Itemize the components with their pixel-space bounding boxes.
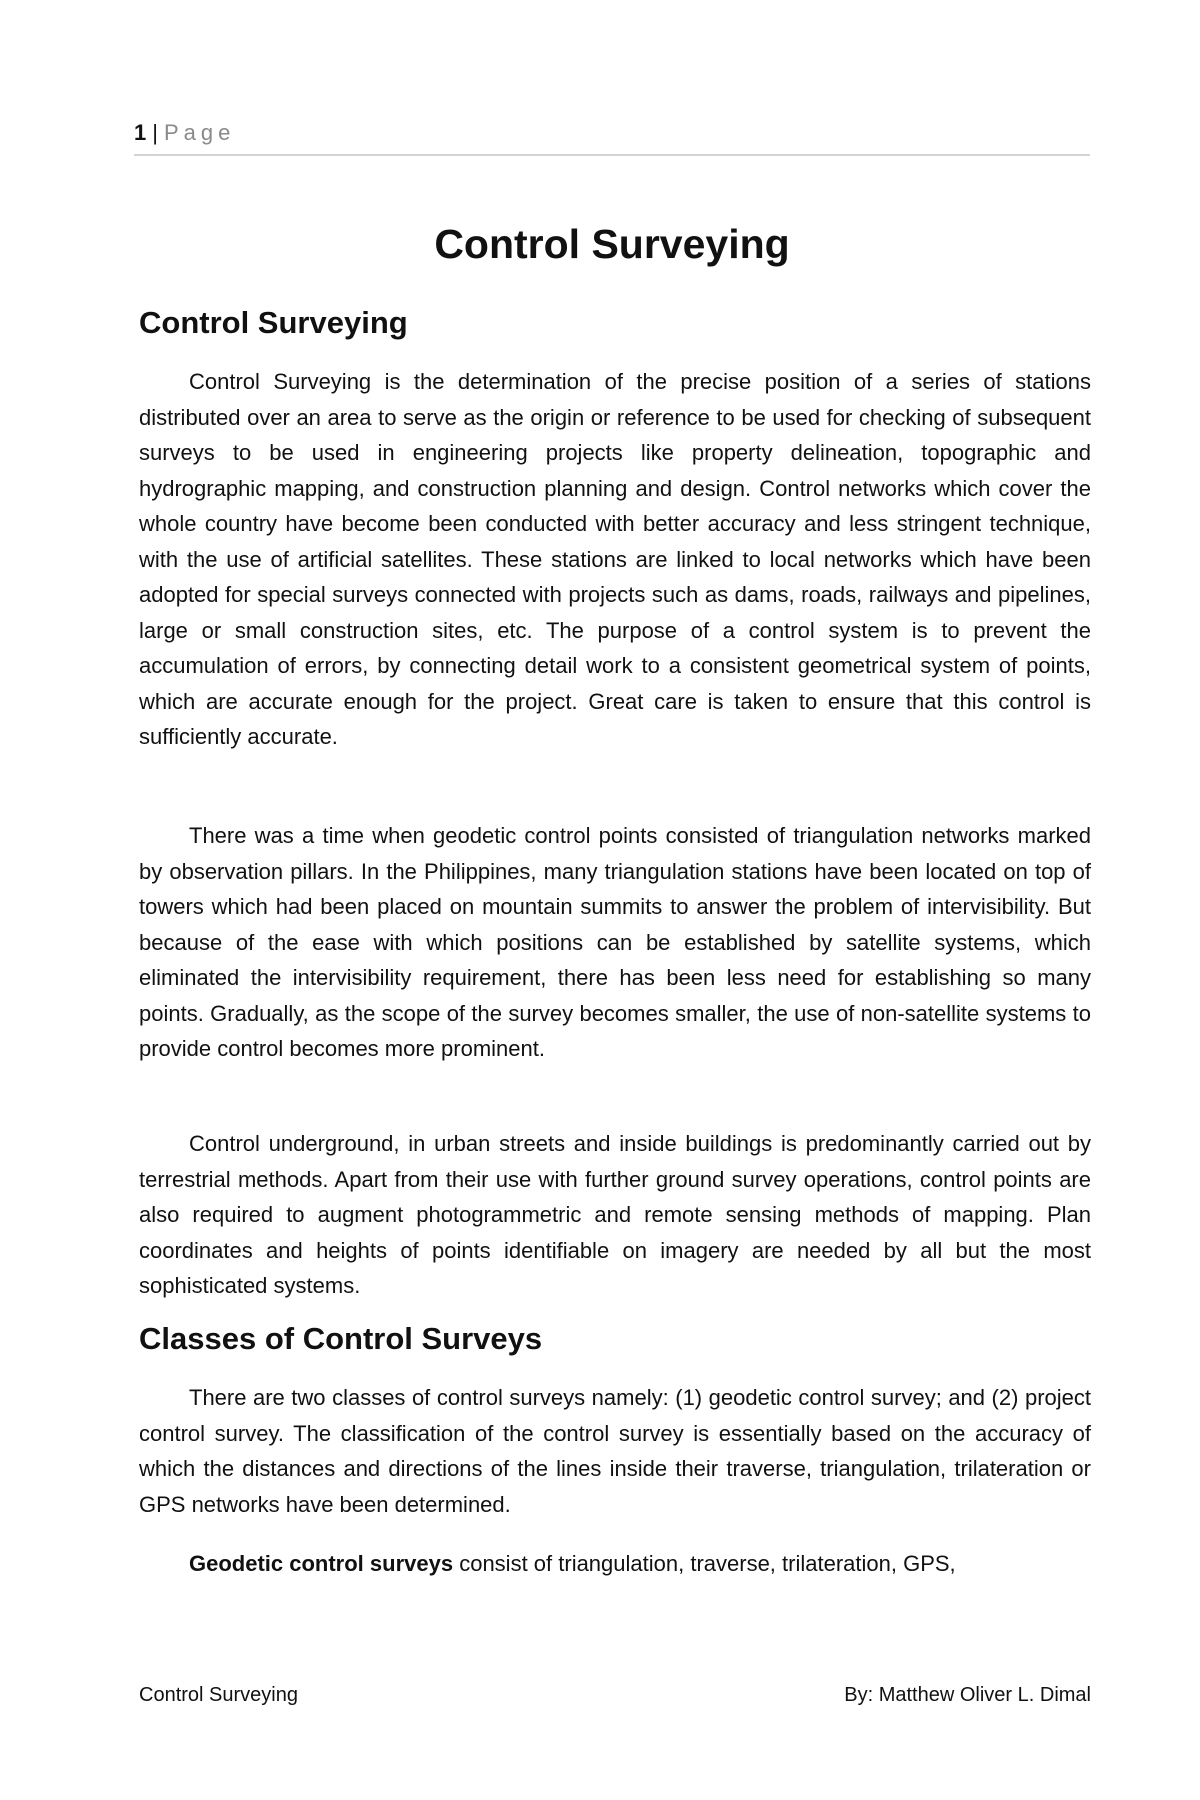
paragraph: There are two classes of control surveys namely: (1) geodetic control survey; and (2) project control survey. The classification of the control survey is essentially based on the accuracy of which the distances and directions of the lines inside their traverse, triangulation, trilateration or GPS networks have been determined. [139, 1385, 1091, 1517]
paragraph: There was a time when geodetic control points consisted of triangulation networks marked by observation pillars. In the Philippines, many triangulation stations have been located on top of towers which had been placed on mountain summits to answer the problem of intervisibility. But because of the ease with which positions can be established by satellite systems, which eliminated the intervisibility requirement, there has been less need for establishing so many points. Gradually, as the scope of the survey becomes smaller, the use of non-satellite systems to provide control becomes more prominent. [139, 823, 1091, 1061]
paragraph: Control underground, in urban streets and inside buildings is predominantly carried out by terrestrial methods. Apart from their use with further ground survey operations, control points are also required to augment photogrammetric and remote sensing methods of mapping. Plan coordinates and heights of points identifiable on imagery are needed by all but the most sophisticated systems. [139, 1131, 1091, 1298]
section-heading-control-surveying: Control Surveying [139, 305, 408, 340]
page-separator: | [152, 120, 158, 145]
document-title: Control Surveying [434, 221, 790, 267]
page-header [134, 120, 1090, 156]
page-footer [139, 1684, 1091, 1707]
paragraph-continuation: consist of triangulation, traverse, trilateration, GPS, [453, 1551, 956, 1576]
bold-term: Geodetic control surveys [189, 1551, 454, 1576]
footer-author: By: Matthew Oliver L. Dimal [844, 1684, 1091, 1706]
page-word: Page [163, 120, 236, 145]
paragraph-geodetic [139, 1546, 1091, 1582]
page-number: 1 [134, 120, 147, 145]
footer-left-text: Control Surveying [139, 1684, 298, 1706]
paragraph: Control Surveying is the determination of the precise position of a series of stations distributed over an area to serve as the origin or reference to be used for checking of subsequent surveys to be used in engineering projects like property delineation, topographic and hydrographic mapping, and construction planning and design. Control networks which cover the whole country have become been conducted with better accuracy and less stringent technique, with the use of artificial satellites. These stations are linked to local networks which have been adopted for special surveys connected with projects such as dams, roads, railways and pipelines, large or small construction sites, etc. The purpose of a control system is to prevent the accumulation of errors, by connecting detail work to a consistent geometrical system of points, which are accurate enough for the project. Great care is taken to ensure that this control is sufficiently accurate. [139, 369, 1091, 749]
section-heading-classes: Classes of Control Surveys [139, 1321, 543, 1356]
